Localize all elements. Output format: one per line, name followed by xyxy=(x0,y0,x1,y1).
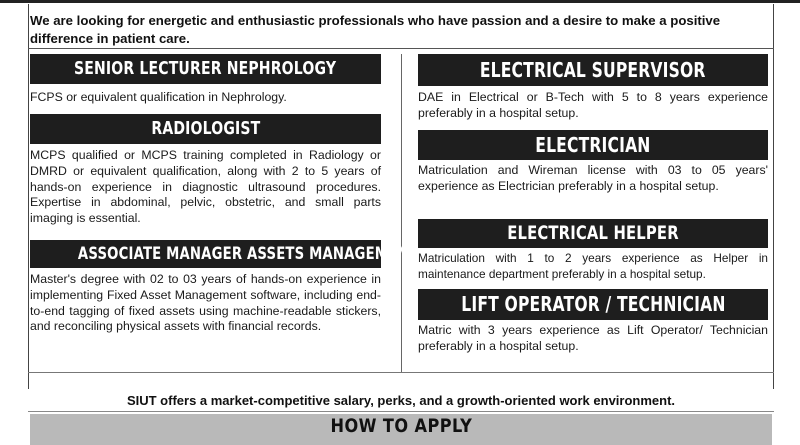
job-description: DAE in Electrical or B-Tech with 5 to 8 years experience preferably in a hospital setup. xyxy=(418,90,768,120)
footer-rule xyxy=(28,411,774,412)
job-title xyxy=(418,289,768,320)
job-title xyxy=(30,54,381,84)
frame-right-border xyxy=(773,4,774,389)
job-lift-operator xyxy=(418,289,768,355)
job-title-text: SENIOR LECTURER NEPHROLOGY xyxy=(74,58,337,79)
footer-text: SIUT offers a market-competitive salary, perks, and a growth-oriented work environment. xyxy=(126,393,676,408)
job-title xyxy=(418,130,768,160)
job-associate-manager-assets xyxy=(30,240,418,335)
job-title-text: LIFT OPERATOR / TECHNICIAN xyxy=(460,292,726,316)
job-title xyxy=(30,114,381,144)
left-job-column xyxy=(30,54,418,335)
intro-text: We are looking for energetic and enthusiastic professionals who have passion and a desire to make a positive difference in patient care. xyxy=(30,13,721,46)
job-description: Matriculation with 1 to 2 years experience as Helper in maintenance department preferably in a hospital setup. xyxy=(418,251,768,281)
job-description: MCPS qualified or MCPS training completed in Radiology or DMRD or equivalent qualification, along with 2 to 5 years of hands-on experience in diagnostic ultrasound procedures. Expertise in abdominal, pelvic, obstetric, and small parts imaging is essential. xyxy=(30,148,381,226)
column-divider xyxy=(401,54,402,372)
how-to-apply-banner xyxy=(30,414,772,445)
job-electrical-helper xyxy=(418,219,768,285)
job-title-text: ELECTRICIAN xyxy=(535,133,651,157)
job-title xyxy=(418,54,768,86)
job-description: Matriculation and Wireman license with 03 to 05 years' experience as Electrician preferably in a hospital setup. xyxy=(418,163,768,193)
frame-left-border xyxy=(28,4,29,389)
right-job-column xyxy=(418,54,768,355)
job-senior-lecturer-nephrology xyxy=(30,54,381,110)
job-description: Master's degree with 02 to 03 years of hands-on experience in implementing Fixed Asset Management software, including end-to-end tagging of fixed assets using machine-readable stickers, and reconciling physical assets with financial records. xyxy=(30,272,381,334)
job-electrical-supervisor xyxy=(418,54,768,126)
top-border xyxy=(0,0,800,3)
job-title xyxy=(418,219,768,248)
job-electrician xyxy=(418,130,768,215)
job-title-text: RADIOLOGIST xyxy=(150,118,261,139)
how-to-apply-heading: HOW TO APPLY xyxy=(330,415,472,437)
job-title-text: ASSOCIATE MANAGER ASSETS MANAGEMENT xyxy=(77,244,418,264)
job-title-text: ELECTRICAL HELPER xyxy=(507,222,679,244)
job-description: Matric with 3 years experience as Lift Operator/ Technician preferably in a hospital setup. xyxy=(418,323,768,353)
job-title-text: ELECTRICAL SUPERVISOR xyxy=(480,58,706,82)
job-radiologist xyxy=(30,114,381,230)
footer-separator xyxy=(28,372,774,373)
job-title xyxy=(30,240,418,268)
intro-separator xyxy=(28,48,774,49)
job-description: FCPS or equivalent qualification in Nephrology. xyxy=(30,90,287,104)
